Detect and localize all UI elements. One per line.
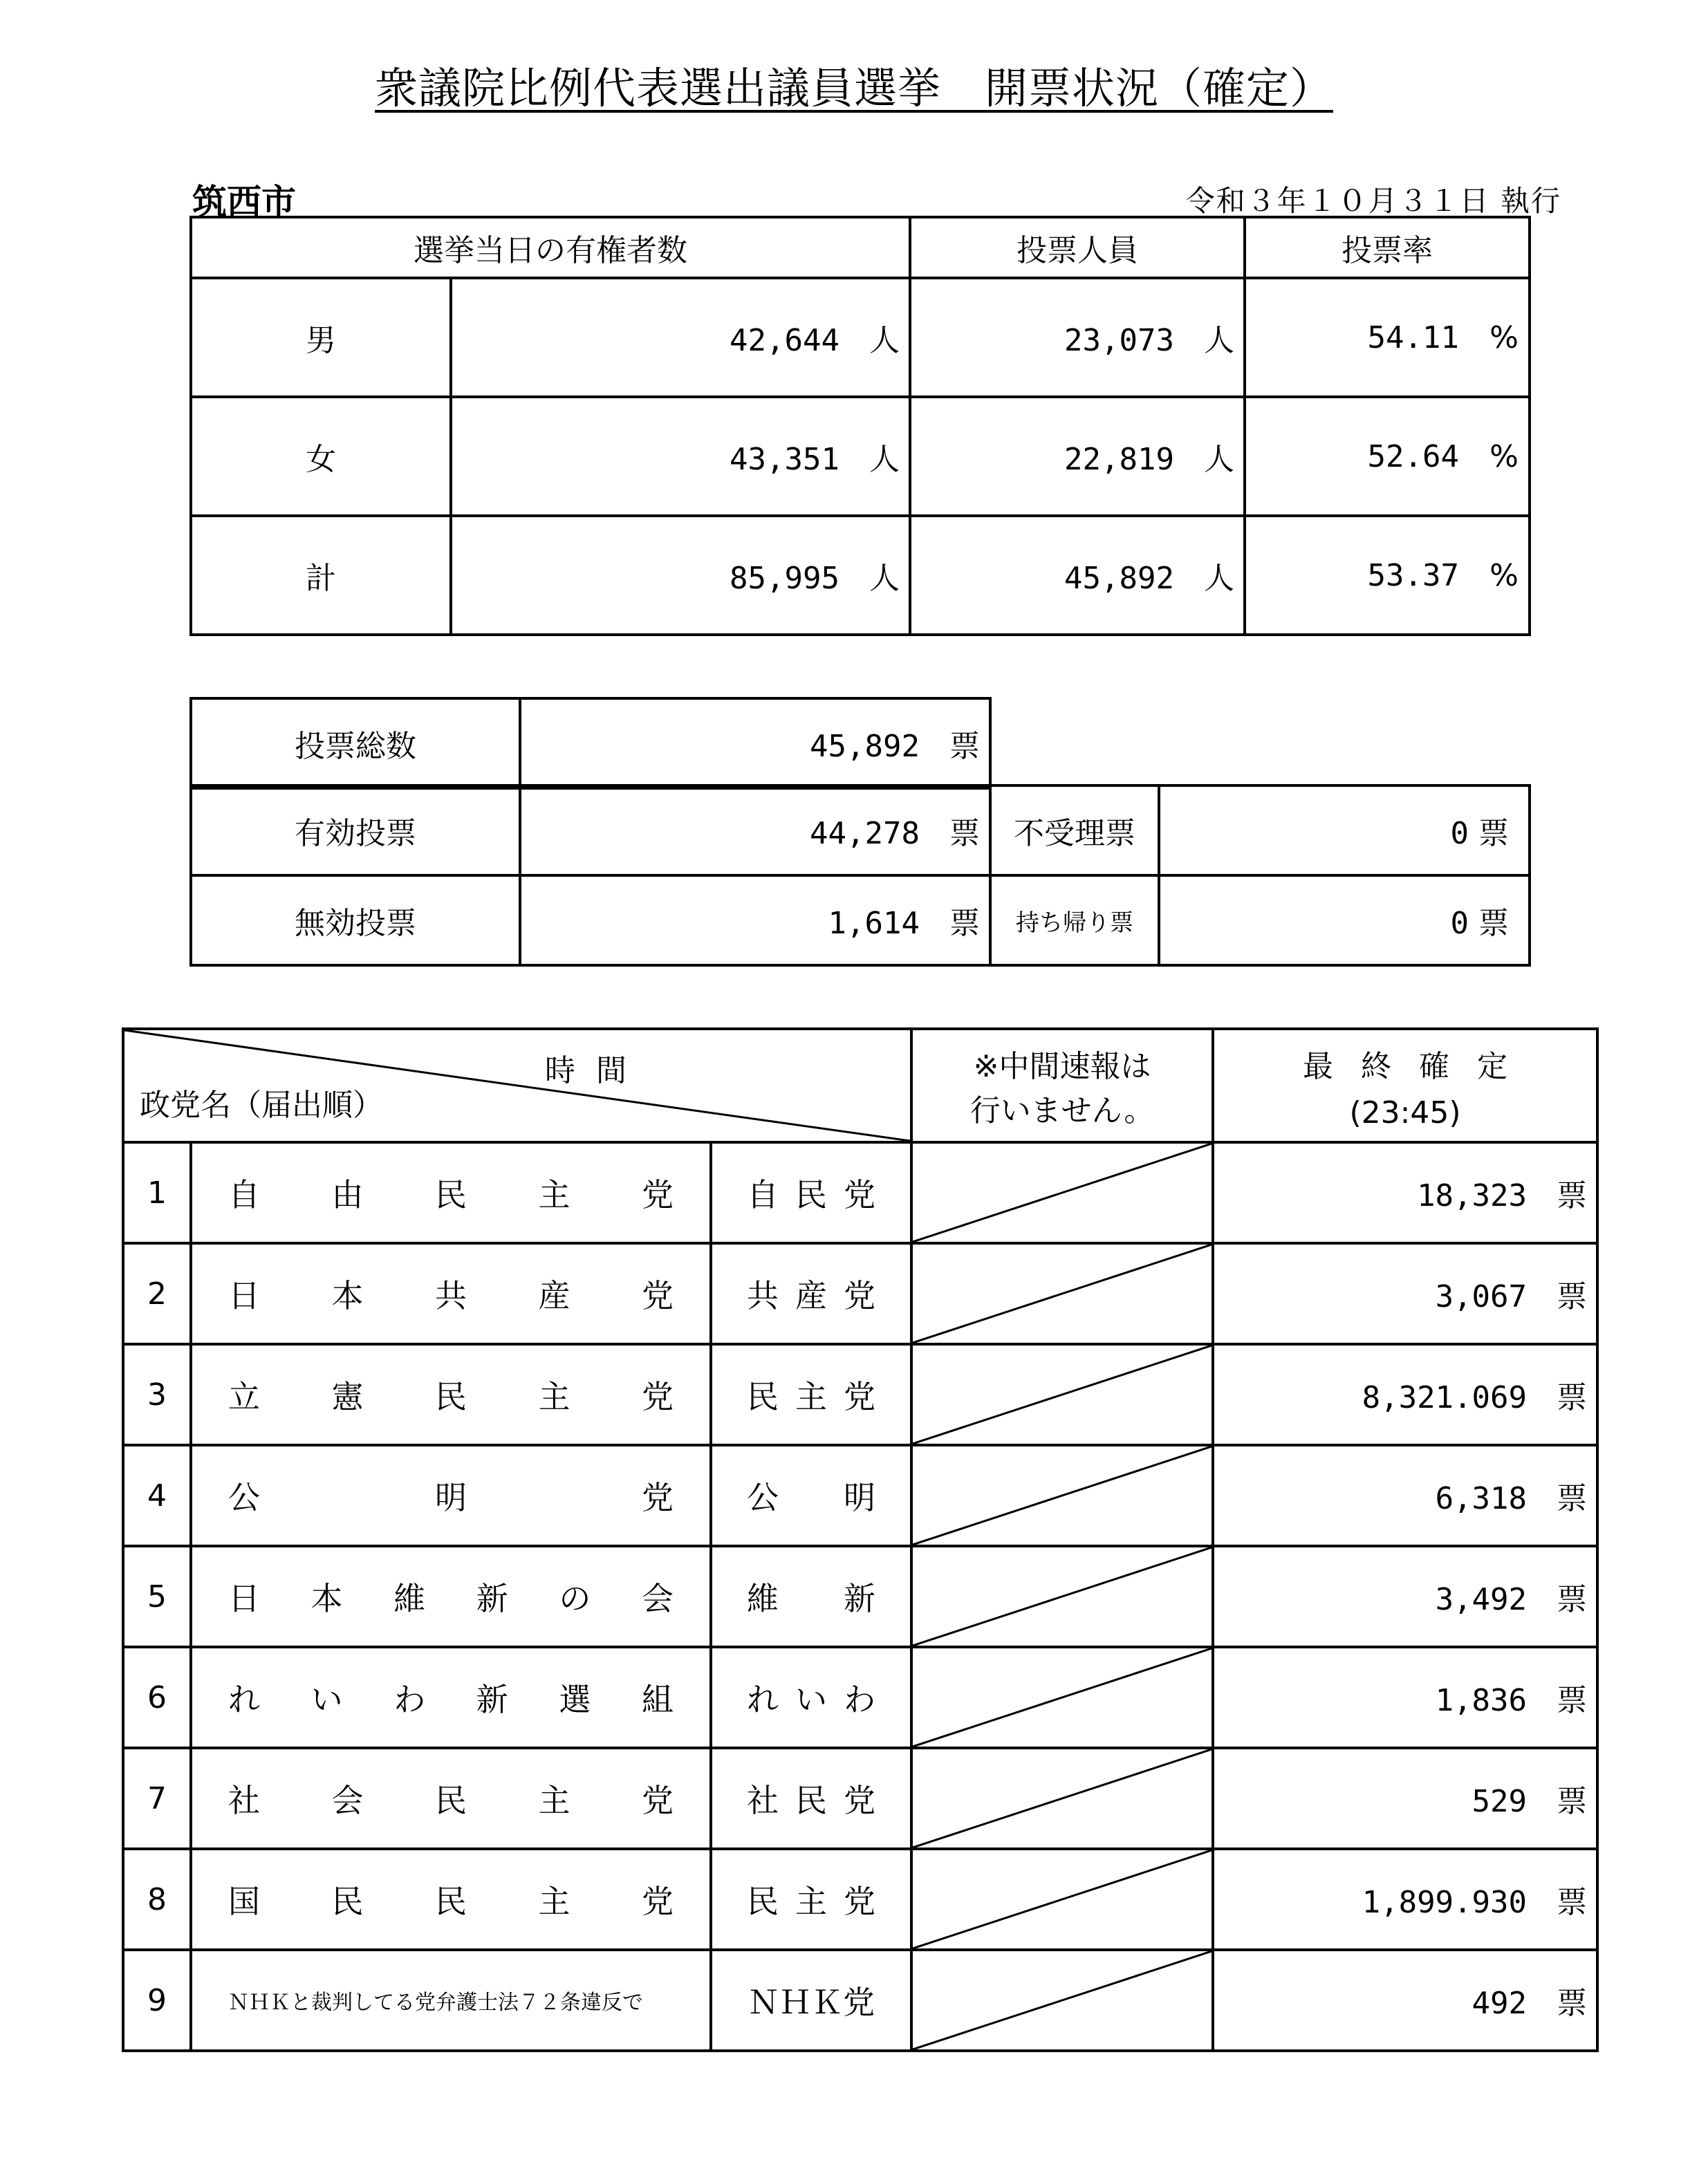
city-name: 筑西市 xyxy=(192,182,296,222)
unit-label: % xyxy=(1489,438,1519,474)
party-number: 8 xyxy=(123,1849,191,1950)
party-name-char: 社 xyxy=(228,1782,260,1819)
electors-value: 85,995 xyxy=(730,561,839,596)
table-row xyxy=(123,1849,1597,1950)
party-name-char: の xyxy=(559,1580,591,1617)
party-votes-cell xyxy=(1213,1849,1597,1950)
invalid-ballots-label: 無効投票 xyxy=(191,875,520,965)
slash-line xyxy=(913,1850,1212,1948)
slash-line xyxy=(913,1346,1212,1444)
interim-slash-cell xyxy=(911,1950,1213,2051)
total-ballots-value: 45,892 xyxy=(810,729,920,764)
rejected-ballots-value: 0 xyxy=(1450,816,1469,851)
party-votes: 6,318 xyxy=(1435,1481,1528,1516)
party-short-name xyxy=(711,1445,911,1546)
voters-value: 23,073 xyxy=(1064,323,1174,358)
party-name-char: 選 xyxy=(559,1681,591,1718)
header-diagonal-cell xyxy=(123,1029,911,1142)
slash-line xyxy=(913,1648,1212,1747)
header-voters: 投票人員 xyxy=(910,217,1245,278)
slash-line xyxy=(913,1749,1212,1847)
party-short-char: 党 xyxy=(844,1378,875,1415)
unit-label: 人 xyxy=(869,323,900,358)
party-name-char: 会 xyxy=(641,1580,674,1617)
party-short-char: 公 xyxy=(747,1479,779,1516)
party-name xyxy=(191,1445,711,1546)
party-name-char: 本 xyxy=(331,1277,364,1314)
party-short-name xyxy=(711,1950,911,2051)
party-number: 7 xyxy=(123,1748,191,1849)
party-name xyxy=(191,1950,711,2051)
party-name-char: い xyxy=(310,1681,343,1718)
party-name-char: 会 xyxy=(331,1782,364,1819)
party-name-char: 党 xyxy=(642,1782,674,1819)
total-ballots-label: 投票総数 xyxy=(191,698,520,788)
party-name-char: わ xyxy=(393,1681,426,1718)
party-short-char: 共 xyxy=(747,1277,779,1314)
party-short-char: 党 xyxy=(844,1883,875,1920)
unit-label: 人 xyxy=(1204,323,1234,358)
party-short-name xyxy=(711,1243,911,1344)
table-row xyxy=(191,278,1530,397)
table-row xyxy=(123,1445,1597,1546)
unit-label: 人 xyxy=(1204,442,1234,477)
party-votes: 1,836 xyxy=(1435,1683,1528,1718)
unit-label: 票 xyxy=(1557,1683,1588,1718)
party-short-text: ＮＨＫ党 xyxy=(748,1984,875,2021)
party-name-char: 党 xyxy=(642,1479,674,1516)
final-time: (23:45) xyxy=(1349,1095,1461,1130)
party-results-table xyxy=(122,1027,1599,2052)
party-short-char: 維 xyxy=(747,1580,779,1617)
party-short-char: 自 xyxy=(747,1176,779,1213)
party-name-char: 産 xyxy=(538,1277,570,1314)
party-name-char: 主 xyxy=(538,1176,570,1213)
party-votes: 18,323 xyxy=(1417,1178,1528,1213)
party-short-char: 新 xyxy=(844,1580,876,1617)
party-name-char: 党 xyxy=(642,1277,674,1314)
table-row xyxy=(123,1243,1597,1344)
party-name-char: 主 xyxy=(538,1883,570,1920)
page-title: 衆議院比例代表選出議員選挙 開票状況（確定） xyxy=(374,63,1333,113)
invalid-ballots-value: 1,614 xyxy=(828,906,920,941)
party-name xyxy=(191,1748,711,1849)
party-short-char: れ xyxy=(747,1681,779,1718)
party-votes-cell xyxy=(1213,1950,1597,2051)
party-name xyxy=(191,1546,711,1647)
takenhome-ballots-label: 持ち帰り票 xyxy=(990,875,1159,965)
slash-line xyxy=(913,1446,1212,1545)
party-short-name xyxy=(711,1546,911,1647)
party-short-char: 民 xyxy=(795,1782,827,1819)
header-party: 政党名（届出順） xyxy=(140,1088,383,1123)
table-row xyxy=(123,1647,1597,1748)
party-votes-cell xyxy=(1213,1647,1597,1748)
electors-value: 43,351 xyxy=(730,442,839,477)
party-votes-cell xyxy=(1213,1344,1597,1445)
header-time: 時間 xyxy=(545,1053,648,1088)
interim-slash-cell xyxy=(911,1647,1213,1748)
interim-slash-cell xyxy=(911,1748,1213,1849)
party-votes: 529 xyxy=(1472,1784,1528,1819)
party-short-char: 主 xyxy=(795,1883,827,1920)
party-votes-cell xyxy=(1213,1546,1597,1647)
party-votes-cell xyxy=(1213,1243,1597,1344)
valid-ballots-label: 有効投票 xyxy=(191,785,520,875)
party-number: 4 xyxy=(123,1445,191,1546)
unit-label: 票 xyxy=(1478,906,1509,941)
party-votes-cell xyxy=(1213,1445,1597,1546)
election-date: 令和３年１０月３１日 執行 xyxy=(1185,184,1561,218)
party-name-char: 明 xyxy=(435,1479,467,1516)
party-number: 9 xyxy=(123,1950,191,2051)
unit-label: 票 xyxy=(949,906,980,941)
row-label: 計 xyxy=(191,516,451,635)
interim-slash-cell xyxy=(911,1142,1213,1243)
party-short-name xyxy=(711,1647,911,1748)
table-row xyxy=(191,516,1530,635)
party-number: 2 xyxy=(123,1243,191,1344)
party-number: 5 xyxy=(123,1546,191,1647)
party-name-char: 組 xyxy=(641,1681,674,1718)
interim-slash-cell xyxy=(911,1243,1213,1344)
party-name-char: れ xyxy=(228,1681,260,1718)
party-name-char: 民 xyxy=(331,1883,364,1920)
party-short-char: 明 xyxy=(844,1479,876,1516)
rejected-ballots-label: 不受理票 xyxy=(990,785,1159,875)
table-row xyxy=(123,1344,1597,1445)
party-number: 3 xyxy=(123,1344,191,1445)
party-votes-cell xyxy=(1213,1748,1597,1849)
interim-slash-cell xyxy=(911,1445,1213,1546)
party-name-char: 公 xyxy=(228,1479,260,1516)
party-short-char: 民 xyxy=(747,1883,779,1920)
party-votes: 3,492 xyxy=(1435,1582,1528,1617)
unit-label: 票 xyxy=(1557,1481,1588,1516)
voter-turnout-table xyxy=(189,216,1531,636)
interim-line1: ※中間速報は xyxy=(973,1049,1151,1084)
slash-line xyxy=(913,1245,1212,1343)
party-name xyxy=(191,1344,711,1445)
party-name-text: ＮＨＫと裁判してる党弁護士法７２条違反で xyxy=(228,1991,643,2015)
party-number: 1 xyxy=(123,1142,191,1243)
party-name-char: 党 xyxy=(642,1378,674,1415)
party-name-char: 主 xyxy=(538,1782,570,1819)
interim-slash-cell xyxy=(911,1849,1213,1950)
party-name xyxy=(191,1243,711,1344)
party-short-char: 党 xyxy=(844,1277,875,1314)
unit-label: 票 xyxy=(1557,1582,1588,1617)
party-votes: 492 xyxy=(1472,1986,1528,2021)
unit-label: 票 xyxy=(1478,816,1509,851)
unit-label: 票 xyxy=(949,816,980,851)
unit-label: 人 xyxy=(869,442,900,477)
unit-label: 票 xyxy=(1557,1279,1588,1314)
party-short-char: 民 xyxy=(747,1378,779,1415)
party-name-char: 民 xyxy=(435,1883,467,1920)
header-final xyxy=(1213,1029,1597,1142)
interim-line2: 行いません。 xyxy=(969,1093,1155,1128)
unit-label: % xyxy=(1489,557,1519,593)
rate-value: 54.11 xyxy=(1367,319,1459,355)
party-number: 6 xyxy=(123,1647,191,1748)
interim-slash-cell xyxy=(911,1344,1213,1445)
table-row xyxy=(123,1950,1597,2051)
party-short-name xyxy=(711,1142,911,1243)
party-name-char: 党 xyxy=(642,1883,674,1920)
slash-line xyxy=(913,1144,1212,1242)
party-name xyxy=(191,1142,711,1243)
table-row xyxy=(123,1142,1597,1243)
page-title-wrap xyxy=(0,54,1708,115)
header-rate: 投票率 xyxy=(1245,217,1530,278)
slash-line xyxy=(913,1951,1212,2049)
party-name-char: 共 xyxy=(435,1277,467,1314)
party-short-char: 社 xyxy=(747,1782,779,1819)
ballot-breakdown-table xyxy=(189,784,1531,967)
row-label: 女 xyxy=(191,397,451,516)
final-label: 最終確定 xyxy=(1303,1048,1536,1084)
party-name-char: 立 xyxy=(228,1378,260,1415)
valid-ballots-value: 44,278 xyxy=(810,816,920,851)
party-short-char: 産 xyxy=(795,1277,827,1314)
party-short-char: い xyxy=(795,1681,827,1718)
ballot-total-table xyxy=(189,697,992,790)
party-short-char: 党 xyxy=(844,1782,875,1819)
party-name-char: 自 xyxy=(228,1176,260,1213)
voters-value: 45,892 xyxy=(1064,561,1174,596)
party-short-name xyxy=(711,1344,911,1445)
unit-label: % xyxy=(1489,319,1519,355)
party-short-name xyxy=(711,1748,911,1849)
party-name-char: 維 xyxy=(393,1580,426,1617)
party-short-char: わ xyxy=(844,1681,875,1718)
unit-label: 票 xyxy=(1557,1784,1588,1819)
unit-label: 人 xyxy=(869,561,900,596)
table-row xyxy=(123,1748,1597,1849)
party-name xyxy=(191,1647,711,1748)
voters-value: 22,819 xyxy=(1064,442,1174,477)
party-short-name xyxy=(711,1849,911,1950)
party-votes: 8,321.069 xyxy=(1362,1380,1528,1415)
party-name-char: 党 xyxy=(642,1176,674,1213)
interim-slash-cell xyxy=(911,1546,1213,1647)
table-row xyxy=(123,1546,1597,1647)
unit-label: 票 xyxy=(1557,1986,1588,2021)
party-name-char: 民 xyxy=(435,1782,467,1819)
party-name-char: 日 xyxy=(228,1277,260,1314)
party-name-char: 由 xyxy=(331,1176,364,1213)
unit-label: 票 xyxy=(1557,1885,1588,1920)
unit-label: 票 xyxy=(1557,1380,1588,1415)
header-electors: 選挙当日の有権者数 xyxy=(191,217,910,278)
party-name-char: 日 xyxy=(228,1580,260,1617)
unit-label: 票 xyxy=(1557,1178,1588,1213)
slash-line xyxy=(913,1547,1212,1646)
party-name-char: 主 xyxy=(538,1378,570,1415)
party-short-char: 主 xyxy=(795,1378,827,1415)
rate-value: 52.64 xyxy=(1367,438,1459,474)
party-name xyxy=(191,1849,711,1950)
unit-label: 人 xyxy=(1204,561,1234,596)
party-votes: 1,899.930 xyxy=(1362,1885,1528,1920)
party-name-char: 本 xyxy=(310,1580,343,1617)
party-name-char: 民 xyxy=(435,1378,467,1415)
party-votes-cell xyxy=(1213,1142,1597,1243)
unit-label: 票 xyxy=(949,729,980,764)
header-interim xyxy=(911,1029,1213,1142)
party-name-char: 国 xyxy=(228,1883,260,1920)
party-short-char: 党 xyxy=(844,1176,875,1213)
table-row xyxy=(191,397,1530,516)
rate-value: 53.37 xyxy=(1367,557,1459,593)
party-name-char: 民 xyxy=(435,1176,467,1213)
electors-value: 42,644 xyxy=(730,323,839,358)
takenhome-ballots-value: 0 xyxy=(1450,906,1469,941)
party-name-char: 新 xyxy=(476,1580,508,1617)
party-name-char: 新 xyxy=(476,1681,508,1718)
party-short-char: 民 xyxy=(795,1176,827,1213)
party-name-char: 憲 xyxy=(331,1378,364,1415)
row-label: 男 xyxy=(191,278,451,397)
party-votes: 3,067 xyxy=(1435,1279,1528,1314)
